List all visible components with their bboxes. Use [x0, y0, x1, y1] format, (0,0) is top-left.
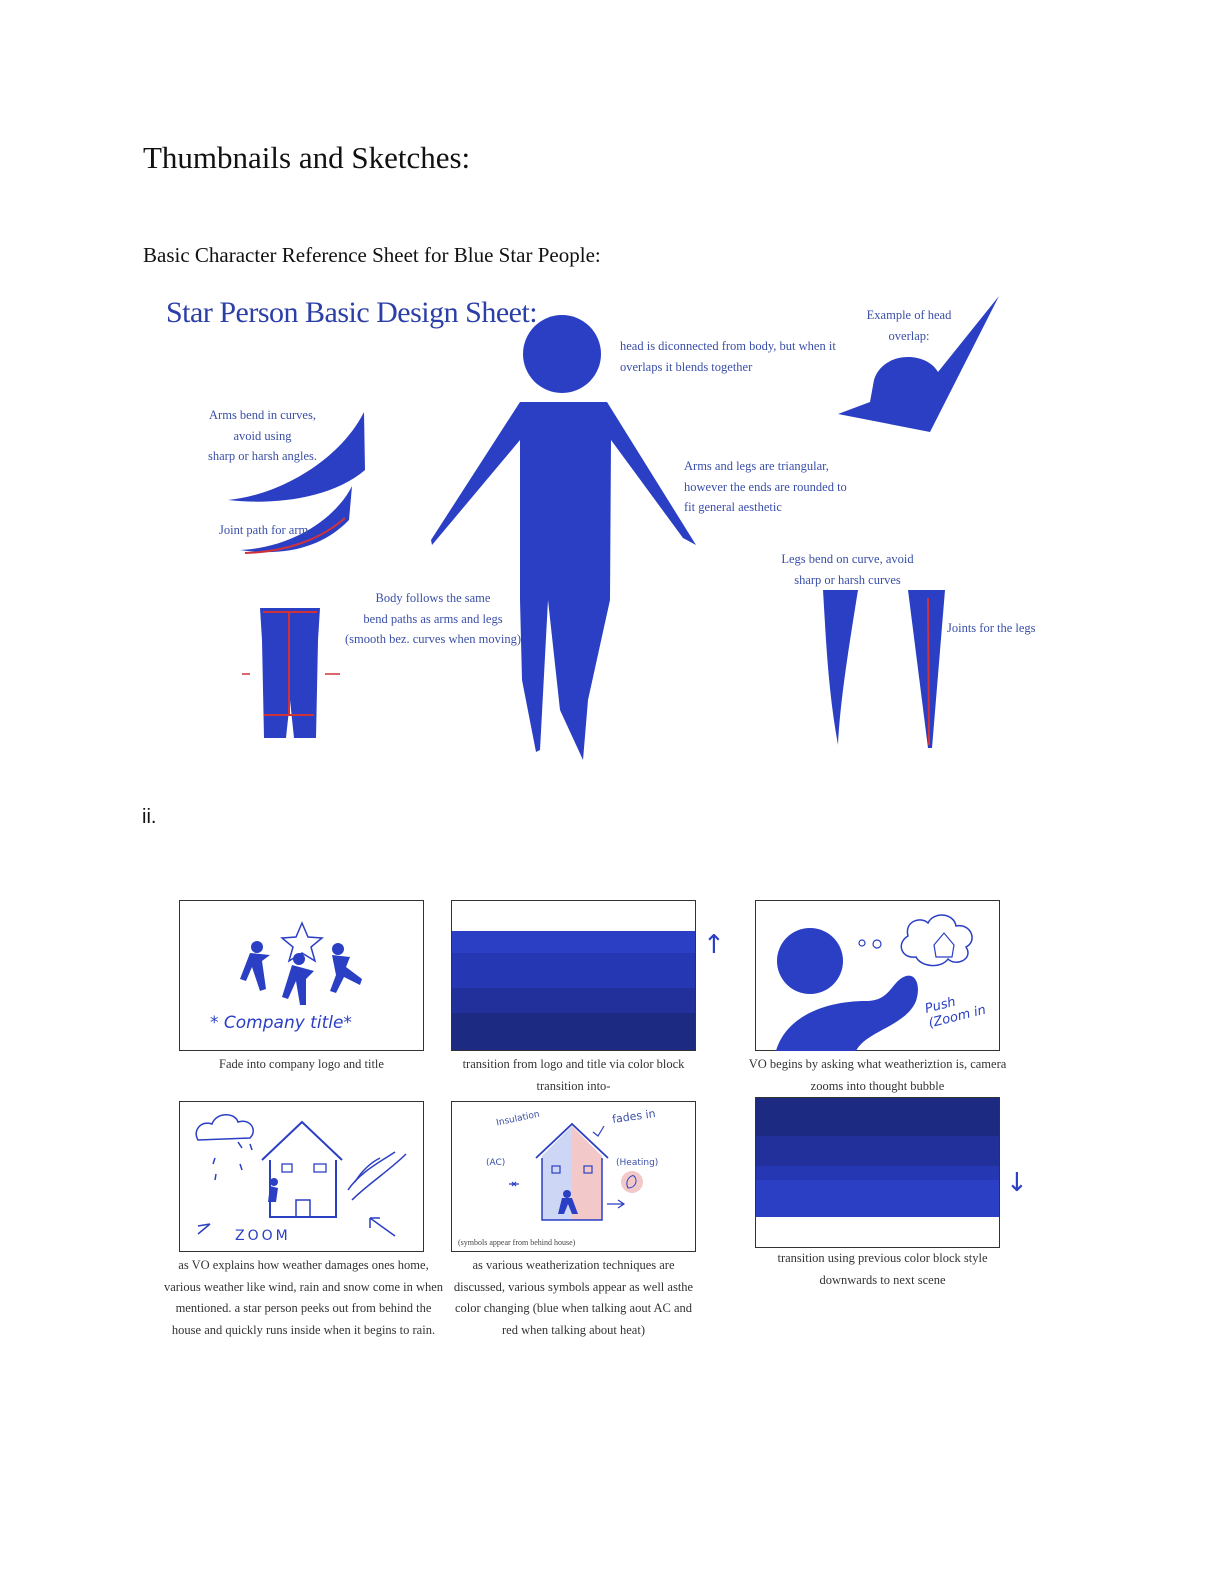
head-note-line: head is diconnected from body, but when it [620, 339, 836, 353]
page-heading: Thumbnails and Sketches: [143, 140, 471, 175]
legs-note [775, 549, 920, 590]
zoom-sketch: ZOOM [235, 1228, 291, 1244]
color-block-band [452, 1013, 695, 1050]
body-note [345, 588, 521, 650]
caption-line: red when talking about heat) [501, 1322, 645, 1337]
ac-label: (AC) [486, 1158, 506, 1168]
panel-2-caption [451, 1054, 696, 1097]
page-subheading: Basic Character Reference Sheet for Blue Star People: [143, 243, 601, 267]
caption-line: transition into- [536, 1078, 611, 1093]
storyboard-panel-4 [179, 1101, 424, 1252]
arms-note [195, 405, 330, 467]
limbs-note [684, 456, 847, 518]
storyboard-panel-6 [755, 1097, 1000, 1248]
arms-note-line: avoid using [233, 428, 292, 443]
color-block-band [452, 953, 695, 988]
color-block-band [756, 1166, 999, 1180]
body-note-line: (smooth bez. curves when moving) [345, 632, 522, 646]
panel-3-caption [735, 1054, 1020, 1097]
symbols-note: (symbols appear from behind house) [458, 1238, 576, 1247]
caption-line: downwards to next scene [819, 1272, 946, 1287]
color-block-band [452, 988, 695, 1013]
panel-6-caption [755, 1248, 1010, 1291]
fades-in-label: fades in [611, 1107, 657, 1126]
joint-arm-note: Joint path for arm [219, 523, 309, 537]
caption-line: transition using previous color block style [777, 1251, 988, 1265]
color-block-band [756, 1098, 999, 1136]
panel-4-caption [155, 1255, 452, 1341]
push-zoom-sketch: Push (Zoom in [923, 994, 988, 1032]
head-note [620, 336, 836, 377]
arms-note-line: Arms bend in curves, [209, 408, 316, 422]
caption-line: various weather like wind, rain and snow come in when [163, 1279, 444, 1294]
caption-line: discussed, various symbols appear as well asthe [453, 1279, 694, 1294]
caption-line: mentioned. a star person peeks out from behind the [175, 1301, 432, 1315]
legs-note-line: Legs bend on curve, avoid [781, 552, 914, 566]
weatherization-sketch [452, 1102, 697, 1253]
color-block-band [756, 1180, 999, 1217]
overlap-note [858, 305, 960, 346]
section-marker: ii. [142, 806, 157, 828]
overlap-note-line: Example of head [866, 308, 952, 322]
up-arrow-icon: ↑ [703, 930, 725, 960]
color-block-band [756, 1136, 999, 1166]
limbs-note-line: fit general aesthetic [684, 500, 782, 514]
heating-label: (Heating) [616, 1158, 659, 1168]
body-note-line: Body follows the same [375, 591, 491, 605]
thought-sketch [756, 901, 1001, 1052]
joint-legs-note: Joints for the legs [947, 621, 1036, 635]
weather-house-sketch [180, 1102, 425, 1253]
down-arrow-icon: ↓ [1006, 1168, 1028, 1198]
design-sheet-title: Star Person Basic Design Sheet: [166, 296, 538, 329]
limbs-note-line: Arms and legs are triangular, [684, 459, 829, 473]
color-block-band [452, 931, 695, 953]
overlap-note-line: overlap: [888, 328, 930, 343]
body-note-line: bend paths as arms and legs [363, 611, 503, 626]
caption-line: color changing (blue when talking aout AC and [454, 1301, 693, 1315]
caption-line: zooms into thought bubble [810, 1078, 945, 1093]
insulation-label: Insulation [495, 1109, 541, 1129]
caption-line: Fade into company logo and title [219, 1057, 384, 1071]
panel-1-caption [179, 1054, 424, 1076]
arms-note-line: sharp or harsh angles. [208, 449, 317, 463]
legs-note-line: sharp or harsh curves [794, 572, 901, 587]
caption-line: as various weatherization techniques are [472, 1258, 675, 1272]
caption-line: transition from logo and title via color block [462, 1057, 685, 1071]
caption-line: VO begins by asking what weatheriztion is, camera [748, 1057, 1007, 1071]
limbs-note-line: however the ends are rounded to [684, 479, 847, 494]
panel-5-caption [436, 1255, 711, 1341]
storyboard-panel-3 [755, 900, 1000, 1051]
caption-line: house and quickly runs inside when it begins to rain. [171, 1322, 436, 1337]
storyboard-panel-1 [179, 900, 424, 1051]
caption-line: as VO explains how weather damages ones home, [178, 1258, 429, 1272]
storyboard-panel-5 [451, 1101, 696, 1252]
storyboard-panel-2 [451, 900, 696, 1051]
company-title-sketch: * Company title* [210, 1013, 352, 1033]
head-note-line: overlaps it blends together [620, 359, 753, 374]
